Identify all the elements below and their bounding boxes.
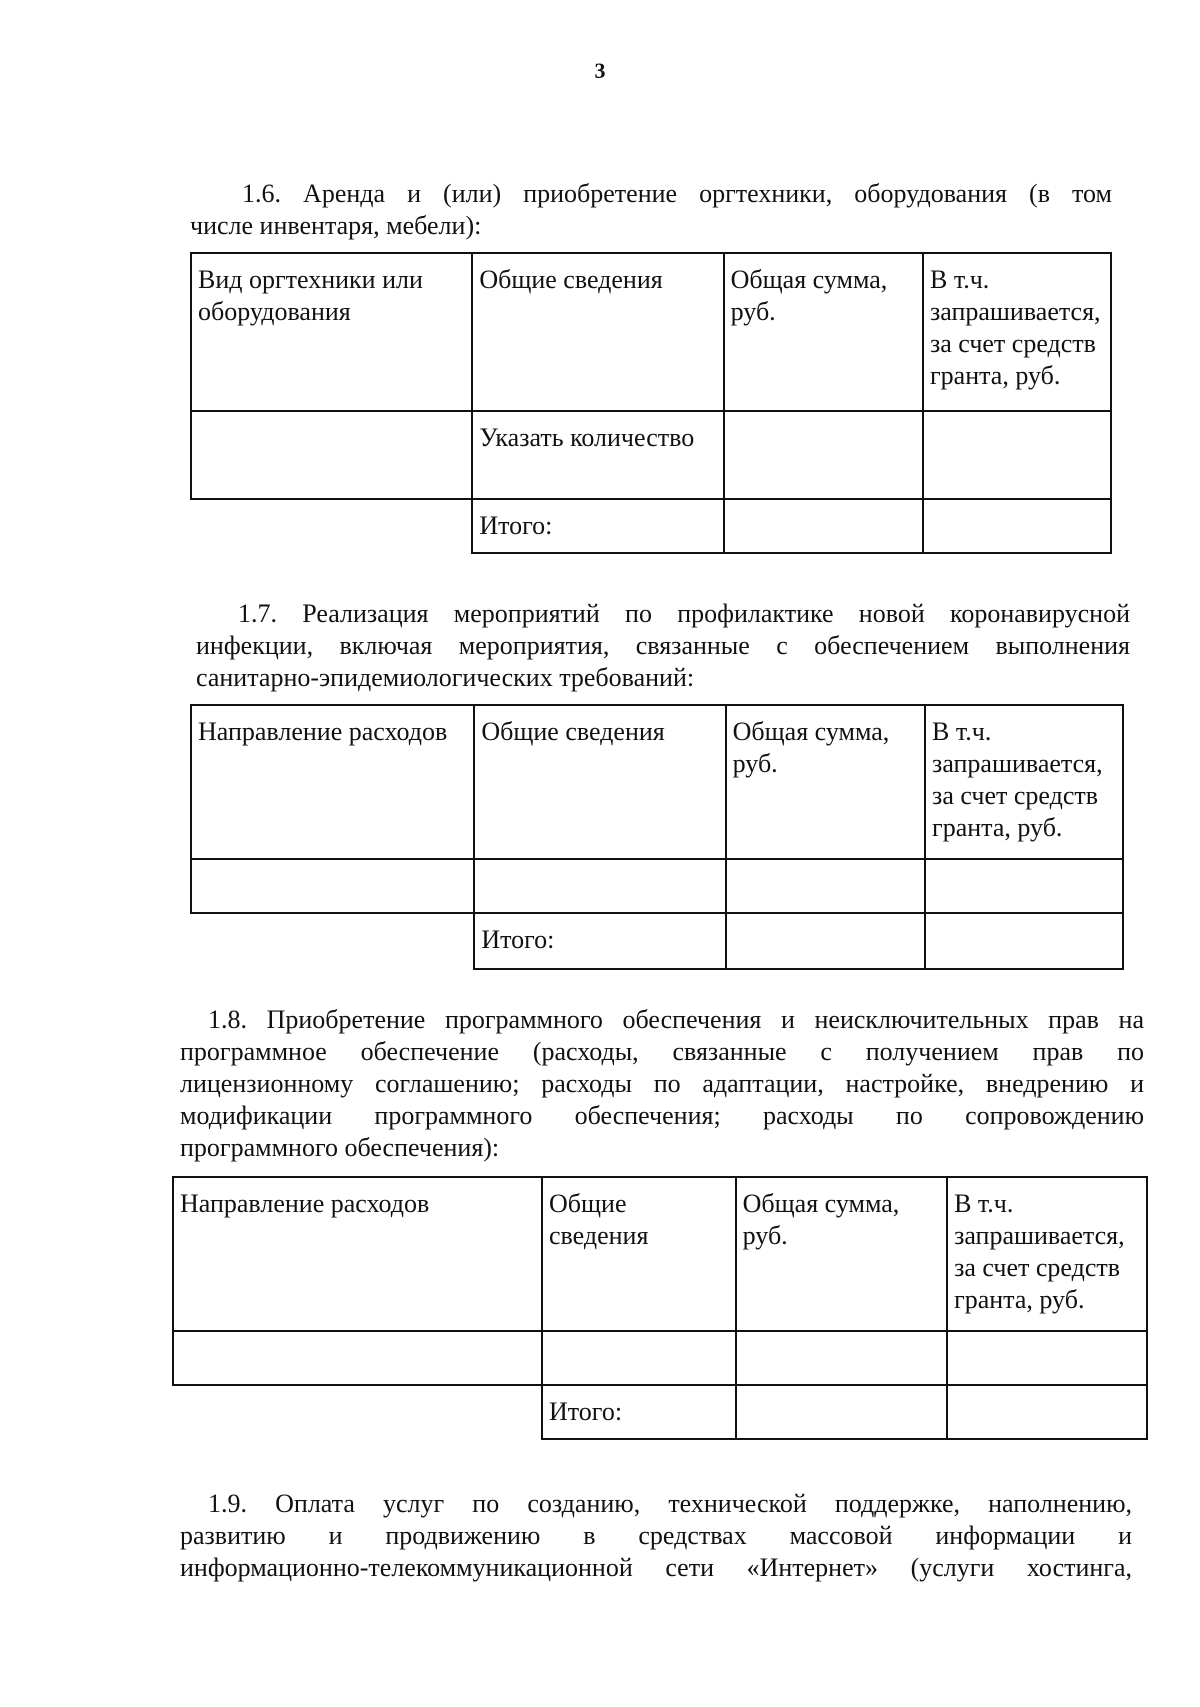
section-1-8-line-5: программного обеспечения): <box>180 1133 500 1162</box>
table-1-7-header-row <box>191 705 1123 859</box>
table-1-8-total-label: Итого: <box>542 1385 736 1439</box>
table-1-6-header-grant: В т.ч. запрашивается, за счет средств гранта, руб. <box>923 253 1111 411</box>
table-1-8-cell-general[interactable] <box>542 1331 736 1385</box>
table-1-6-cell-type[interactable] <box>191 411 472 499</box>
table-1-6-header-total-sum: Общая сумма, руб. <box>724 253 923 411</box>
table-1-8-empty <box>173 1385 542 1439</box>
table-1-7-total-row <box>191 913 1123 969</box>
table-1-8-header-grant: В т.ч. запрашивается, за счет средств гранта, руб. <box>947 1177 1147 1331</box>
table-1-8-cell-grant[interactable] <box>947 1331 1147 1385</box>
section-1-9-line-3: информационно-телекоммуникационной сети «Интернет» (услуги хостинга, <box>180 1553 1132 1582</box>
table-1-7-total-grant[interactable] <box>925 913 1123 969</box>
section-1-7-line-2: инфекции, включая мероприятия, связанные с обеспечением выполнения <box>196 631 1130 660</box>
table-1-8-total-row <box>173 1385 1147 1439</box>
section-1-8-line-4: модификации программного обеспечения; расходы по сопровождению <box>180 1101 1144 1130</box>
section-1-8-heading <box>180 1004 1144 1164</box>
table-1-8-header-direction: Направление расходов <box>173 1177 542 1331</box>
table-1-6-total-grant[interactable] <box>923 499 1111 553</box>
table-1-6-empty <box>191 499 472 553</box>
section-1-8-line-2: программное обеспечение (расходы, связанные с получением прав по <box>180 1037 1144 1066</box>
table-1-7-header-total-sum: Общая сумма, руб. <box>726 705 925 859</box>
section-1-6-line-2: числе инвентаря, мебели): <box>190 211 482 240</box>
section-1-7-heading <box>196 598 1130 694</box>
table-1-6-total-sum[interactable] <box>724 499 923 553</box>
table-1-6-header-row <box>191 253 1111 411</box>
table-1-7-row <box>191 859 1123 913</box>
table-1-6-cell-sum[interactable] <box>724 411 923 499</box>
table-1-7-cell-grant[interactable] <box>925 859 1123 913</box>
table-1-8-header-row <box>173 1177 1147 1331</box>
section-1-9-heading <box>180 1488 1132 1584</box>
table-1-8-cell-sum[interactable] <box>736 1331 947 1385</box>
table-1-6-header-type: Вид оргтехники или оборудования <box>191 253 472 411</box>
section-1-7-line-3: санитарно-эпидемиологических требований: <box>196 663 695 692</box>
table-1-7-cell-general[interactable] <box>474 859 725 913</box>
table-1-7-cell-sum[interactable] <box>726 859 925 913</box>
table-1-7-header-grant: В т.ч. запрашивается, за счет средств гранта, руб. <box>925 705 1123 859</box>
table-1-6-cell-quantity[interactable]: Указать количество <box>472 411 723 499</box>
table-1-8-row <box>173 1331 1147 1385</box>
table-1-8-total-grant[interactable] <box>947 1385 1147 1439</box>
table-1-8-header-total-sum: Общая сумма, руб. <box>736 1177 947 1331</box>
section-1-6-heading <box>190 178 1112 242</box>
table-1-7 <box>190 704 1124 970</box>
table-1-6-row <box>191 411 1111 499</box>
section-1-8-line-3: лицензионному соглашению; расходы по адаптации, настройке, внедрению и <box>180 1069 1144 1098</box>
table-1-7-cell-direction[interactable] <box>191 859 474 913</box>
section-1-9-line-2: развитию и продвижению в средствах массовой информации и <box>180 1521 1132 1550</box>
section-1-8-line-1: 1.8. Приобретение программного обеспечения и неисключительных прав на <box>208 1005 1144 1034</box>
table-1-7-total-label: Итого: <box>474 913 725 969</box>
page-number: 3 <box>594 58 606 83</box>
table-1-7-header-direction: Направление расходов <box>191 705 474 859</box>
table-1-7-total-sum[interactable] <box>726 913 925 969</box>
table-1-6-cell-grant[interactable] <box>923 411 1111 499</box>
table-1-7-header-general: Общие сведения <box>474 705 725 859</box>
table-1-6-header-general: Общие сведения <box>472 253 723 411</box>
table-1-8-cell-direction[interactable] <box>173 1331 542 1385</box>
table-1-6-total-row <box>191 499 1111 553</box>
section-1-6-line-1: 1.6. Аренда и (или) приобретение оргтехники, оборудования (в том <box>242 179 1112 208</box>
section-1-7-line-1: 1.7. Реализация мероприятий по профилактике новой коронавирусной <box>238 599 1130 628</box>
table-1-8 <box>172 1176 1148 1440</box>
table-1-8-total-sum[interactable] <box>736 1385 947 1439</box>
table-1-6-total-label: Итого: <box>472 499 723 553</box>
table-1-6 <box>190 252 1112 554</box>
table-1-8-header-general: Общие сведения <box>542 1177 736 1331</box>
section-1-9-line-1: 1.9. Оплата услуг по созданию, технической поддержке, наполнению, <box>208 1489 1132 1518</box>
table-1-7-empty <box>191 913 474 969</box>
